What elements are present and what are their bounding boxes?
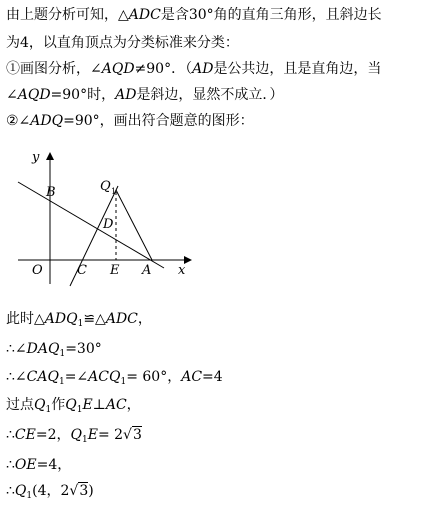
subscript: 1 [77, 319, 84, 329]
subscript: 1 [120, 377, 127, 387]
math-var: ACQ [88, 369, 121, 385]
text-segment: =2， [35, 427, 71, 443]
text-segment: =30° [65, 341, 102, 357]
math-var: E [82, 397, 93, 413]
label-d: D [103, 217, 114, 232]
label-o: O [32, 263, 43, 278]
subscript: 1 [26, 491, 33, 501]
text-line-6 [6, 310, 152, 333]
text-line-11 [6, 456, 71, 474]
text-line-8 [6, 368, 223, 391]
subscript: 1 [45, 405, 52, 415]
line-q1a [116, 190, 152, 260]
text-segment: ②∠ [6, 113, 31, 129]
math-var: ADQ [44, 311, 78, 327]
text-segment: ∴∠ [6, 369, 27, 385]
text-line-3 [6, 60, 381, 78]
label-x: x [178, 263, 186, 278]
sqrt-sign: √ [123, 427, 132, 443]
math-var: Q [34, 397, 46, 413]
text-segment: ∠ [6, 87, 18, 103]
text-segment: ∴ [6, 457, 15, 473]
label-q-sub: 1 [111, 187, 117, 196]
text-segment: ∴∠ [6, 341, 27, 357]
text-segment: ≌△ [83, 311, 106, 327]
math-var: AC [181, 369, 203, 385]
text-segment: 此时△ [6, 311, 45, 327]
subscript: 1 [59, 349, 66, 359]
math-var: Q [70, 427, 82, 443]
radicand: 3 [132, 427, 142, 443]
text-segment: 为4，以直角顶点为分类标准来分类： [6, 35, 239, 51]
text-line-7 [6, 340, 102, 363]
label-y: y [32, 150, 40, 165]
text-segment: ∴ [6, 483, 15, 499]
math-var: ADQ [30, 113, 64, 129]
math-var: Q [14, 483, 27, 499]
text-segment: ≠90°．（ [134, 61, 193, 77]
text-segment: = 2 [97, 427, 124, 443]
geometry-figure [14, 150, 194, 288]
math-var: DAQ [26, 341, 60, 357]
subscript: 1 [58, 377, 65, 387]
math-var: CE [14, 427, 36, 443]
text-segment: 由上题分析可知，△ [6, 7, 129, 23]
subscript: 1 [76, 405, 83, 415]
math-var: E [87, 427, 98, 443]
radicand: 3 [79, 483, 89, 499]
text-segment: 是公共边，且是直角边，当 [213, 61, 382, 77]
text-segment: 是斜边，显然不成立．） [136, 87, 284, 103]
label-b: B [46, 185, 56, 200]
text-line-5 [6, 112, 254, 130]
math-var: CAQ [26, 369, 59, 385]
text-segment: ， [137, 311, 152, 327]
label-a: A [142, 263, 152, 278]
math-var: ADC [128, 7, 161, 23]
text-segment: ∴ [6, 427, 15, 443]
text-segment: ) [88, 483, 94, 499]
label-q: Q [100, 179, 111, 194]
text-line-4 [6, 86, 283, 104]
subscript: 1 [81, 435, 88, 445]
text-segment: =90°时， [50, 87, 116, 103]
text-line-12 [6, 482, 94, 505]
text-segment: ， [126, 397, 141, 413]
text-line-1 [6, 6, 382, 24]
text-segment: 过点 [6, 397, 34, 413]
math-var: OE [14, 457, 37, 473]
math-var: AC [105, 397, 127, 413]
text-segment: =∠ [64, 369, 89, 385]
math-var: Q [65, 397, 77, 413]
text-segment: 作 [51, 397, 66, 413]
text-line-2 [6, 34, 239, 52]
text-segment: =4， [36, 457, 72, 473]
label-e: E [110, 263, 120, 278]
y-axis-arrow [46, 152, 54, 160]
text-line-9 [6, 396, 141, 419]
sqrt-sign: √ [69, 483, 79, 499]
math-var: ADC [105, 311, 138, 327]
line-ba [18, 182, 164, 268]
text-segment: ①画图分析，∠ [6, 61, 102, 77]
math-var: AQD [17, 87, 51, 103]
text-segment: (4，2 [32, 483, 70, 499]
text-segment: 是含30°角的直角三角形，且斜边长 [160, 7, 382, 23]
math-var: AQD [101, 61, 135, 77]
text-segment: ⊥ [92, 397, 106, 413]
text-segment: =4 [202, 369, 223, 385]
text-segment: =90°，画出符合题意的图形： [63, 113, 254, 129]
text-segment: = 60°， [126, 369, 182, 385]
math-var: AD [115, 87, 137, 103]
math-var: AD [192, 61, 214, 77]
label-c: C [77, 263, 87, 278]
text-line-10 [6, 426, 142, 449]
